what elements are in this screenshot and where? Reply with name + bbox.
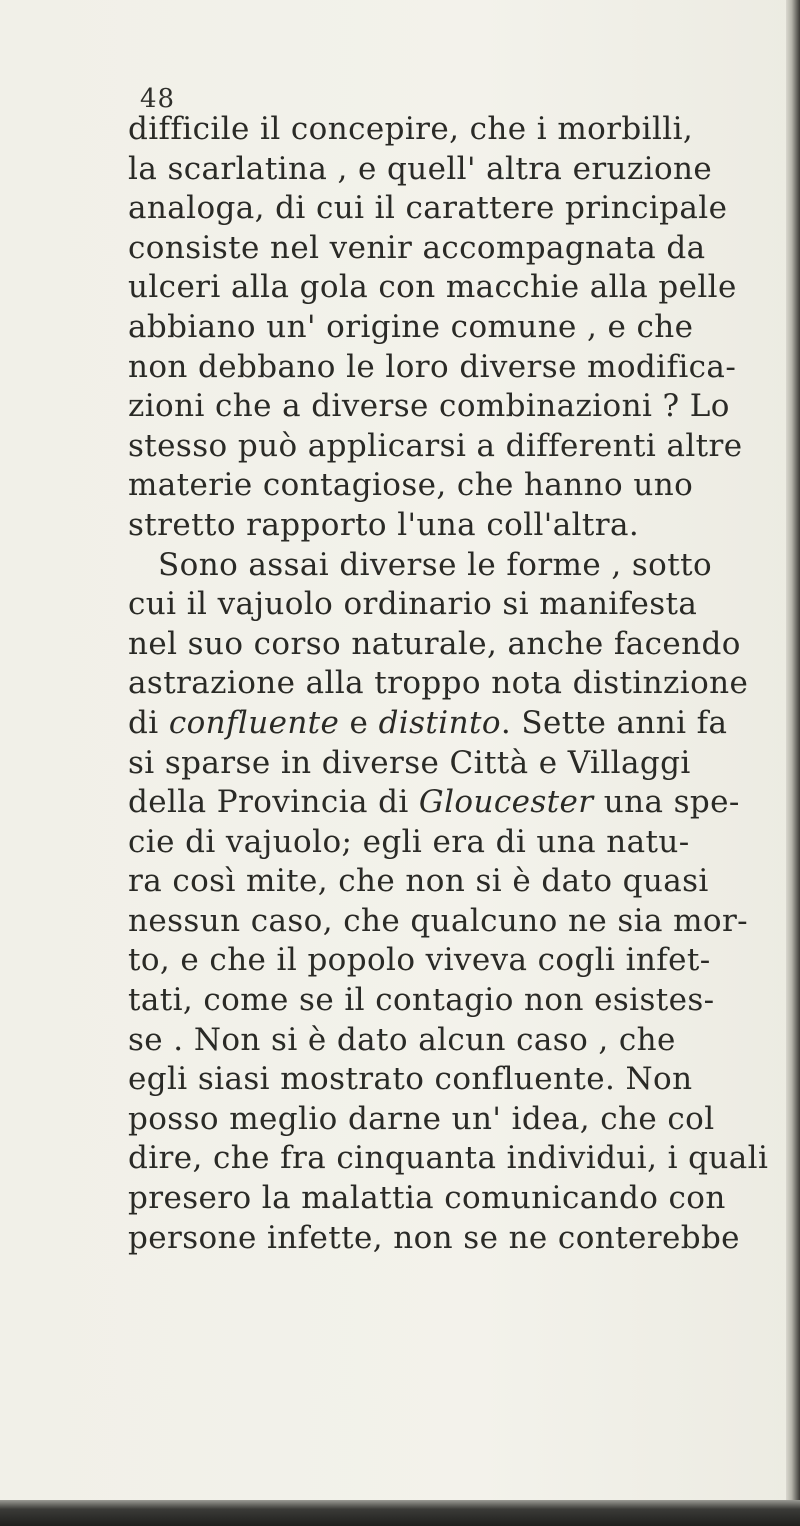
text-line: tati, come se il contagio non esistes- [128, 982, 715, 1019]
text-line: astrazione alla troppo nota distinzione [128, 665, 749, 702]
paragraph-start-line: Sono assai diverse le forme , sotto [158, 546, 713, 583]
text-line: presero la malattia comunicando con [128, 1180, 726, 1217]
text-line: to, e che il popolo viveva cogli infet- [128, 942, 711, 979]
text-line: stretto rapporto l'una coll'altra. [128, 506, 640, 543]
text-line: ulceri alla gola con macchie alla pelle [128, 269, 737, 306]
text-line: analoga, di cui il carattere principale [128, 190, 728, 227]
italic-place-name: Gloucester [418, 784, 594, 821]
text-line: zioni che a diverse combinazioni ? Lo [128, 388, 730, 425]
text-line: cui il vajuolo ordinario si manifesta [128, 586, 698, 623]
text-line: persone infette, non se ne conterebbe [128, 1219, 740, 1256]
text-line [128, 704, 768, 744]
text-line: nel suo corso naturale, anche facendo [128, 625, 741, 662]
text-line: stesso può applicarsi a differenti altre [128, 427, 743, 464]
text-run: una spe- [593, 784, 740, 821]
text-run: . Sette anni fa [500, 704, 728, 741]
text-line: consiste nel venir accompagnata da [128, 229, 706, 266]
text-line: posso meglio darne un' idea, che col [128, 1100, 715, 1137]
italic-term: distinto [378, 704, 501, 741]
text-line: materie contagiose, che hanno uno [128, 467, 694, 504]
text-line: abbiano un' origine comune , e che [128, 308, 694, 345]
text-line: non debbano le loro diverse modifica- [128, 348, 737, 385]
text-line: dire, che fra cinquanta individui, i quali [128, 1140, 768, 1177]
text-line: si sparse in diverse Città e Villaggi [128, 744, 691, 781]
text-line: se . Non si è dato alcun caso , che [128, 1021, 676, 1058]
text-run: e [339, 704, 379, 741]
page-edge-shadow [786, 0, 800, 1526]
text-line: la scarlatina , e quell' altra eruzione [128, 150, 713, 187]
text-line: ra così mite, che non si è dato quasi [128, 863, 709, 900]
text-run: di [128, 704, 169, 741]
italic-term: confluente [168, 704, 340, 741]
text-line: nessun caso, che qualcuno ne sia mor- [128, 902, 749, 939]
body-text [128, 110, 768, 1258]
text-run: della Provincia di [128, 784, 419, 821]
text-line: egli siasi mostrato confluente. Non [128, 1061, 693, 1098]
text-line [128, 783, 768, 823]
page-number: 48 [140, 84, 176, 114]
text-line: cie di vajuolo; egli era di una natu- [128, 823, 690, 860]
bottom-scan-band [0, 1500, 800, 1526]
text-line: difficile il concepire, che i morbilli, [128, 111, 694, 147]
